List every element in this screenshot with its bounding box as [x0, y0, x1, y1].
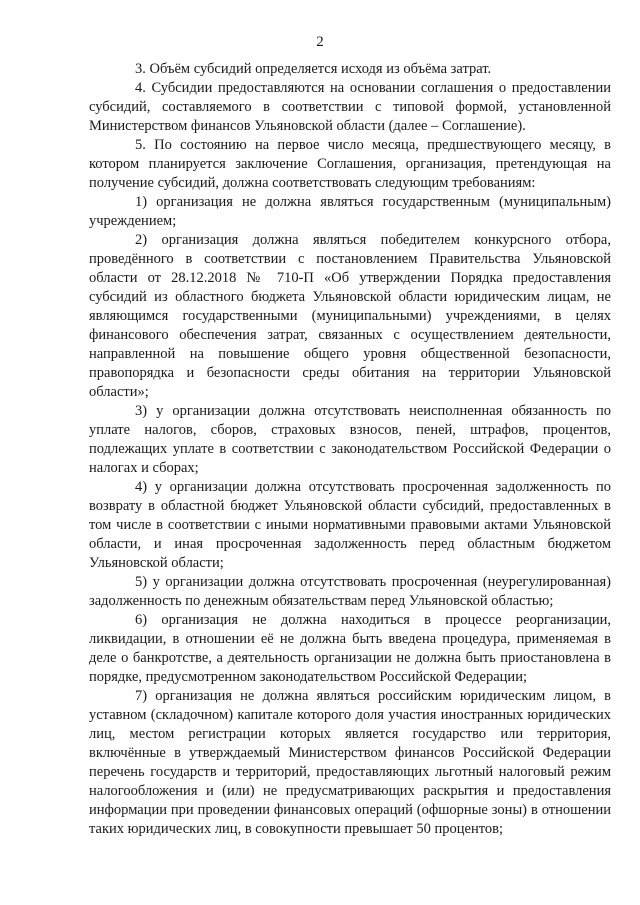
requirement-7: 7) организация не должна являться российским юридическим лицом, в уставном (складочном) капитале которого доля участия иностранных юридических лиц, местом регистрации которых является государство или территория, включённые в утверждаемый Министерством финансов Российской Федерации перечень государств и территорий, предоставляющих льготный налоговый режим налогообложения и (или) не предусматривающих раскрытия и предоставления информации при проведении финансовых операций (офшорные зоны) в отношении таких юридических лиц, в совокупности превышает 50 процентов;	[89, 688, 611, 837]
requirement-2: 2) организация должна являться победителем конкурсного отбора, проведённого в соответствии с постановлением Правительства Ульяновской области от 28.12.2018 № 710-П «Об утверждении Порядка предоставления субсидий из областного бюджета Ульяновской области юридическим лицам, не являющимся государственными (муниципальными) учреждениями, в целях финансового обеспечения затрат, связанных с осуществлением деятельности, направленной на повышение общего уровня общественной безопасности, правопорядка и безопасности среды обитания на территории Ульяновской области»;	[89, 232, 611, 400]
paragraph-3: 3. Объём субсидий определяется исходя из объёма затрат.	[135, 61, 492, 77]
requirement-4: 4) у организации должна отсутствовать просроченная задолженность по возврату в областной бюджет Ульяновской области субсидий, предоставленных в том числе в соответствии с иными нормативными правовыми актами Ульяновской области, и иная просроченная задолженность перед областным бюджетом Ульяновской области;	[89, 479, 611, 571]
requirement-5: 5) у организации должна отсутствовать просроченная (неурегулированная) задолженность по денежным обязательствам перед Ульяновской областью;	[89, 574, 611, 609]
page-number: 2	[316, 34, 324, 50]
requirement-3: 3) у организации должна отсутствовать неисполненная обязанность по уплате налогов, сборов, страховых взносов, пеней, штрафов, процентов, подлежащих уплате в соответствии с законодательством Российской Федерации о налогах и сборах;	[89, 403, 611, 476]
paragraph-4: 4. Субсидии предоставляются на основании соглашения о предоставлении субсидий, составляемого в соответствии с типовой формой, установленной Министерством финансов Ульяновской области (далее – Соглашение).	[89, 80, 611, 134]
paragraph-5: 5. По состоянию на первое число месяца, предшествующего месяцу, в котором планируется заключение Соглашения, организация, претендующая на получение субсидий, должна соответствовать следующим требованиям:	[89, 137, 611, 191]
requirement-6: 6) организация не должна находиться в процессе реорганизации, ликвидации, в отношении её не должна быть введена процедура, применяемая в деле о банкротстве, а деятельность организации не должна быть приостановлена в порядке, предусмотренном законодательством Российской Федерации;	[89, 612, 611, 685]
requirement-1: 1) организация не должна являться государственным (муниципальным) учреждением;	[89, 194, 611, 229]
document-body	[89, 60, 611, 839]
